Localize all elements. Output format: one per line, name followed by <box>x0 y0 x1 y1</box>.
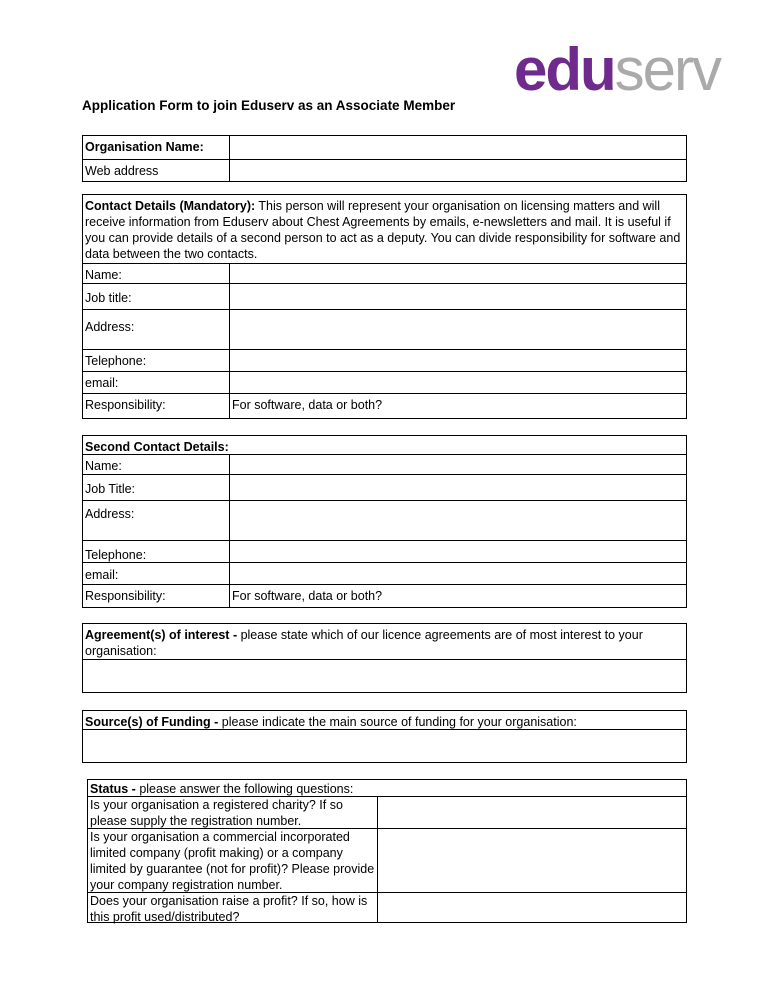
second-contact-table <box>82 435 687 608</box>
second-job-field[interactable] <box>229 475 686 500</box>
funding-heading-text: please indicate the main source of funding for your organisation: <box>218 715 577 729</box>
second-address-label: Address: <box>85 507 135 521</box>
contact-responsibility-label: Responsibility: <box>85 398 166 412</box>
second-telephone-row <box>83 540 686 562</box>
status-q1-row <box>88 796 686 828</box>
contact-address-field[interactable] <box>229 310 686 349</box>
status-q3-field[interactable] <box>377 893 686 922</box>
status-q3-label: Does your organisation raise a profit? If so, how is this profit used/distributed? <box>90 894 368 924</box>
contact-name-label: Name: <box>85 268 122 282</box>
org-name-row <box>83 136 686 159</box>
org-name-field[interactable] <box>229 136 686 159</box>
funding-table <box>82 710 687 763</box>
contact-email-row <box>83 371 686 393</box>
agreements-field[interactable] <box>83 659 686 692</box>
status-q1-field[interactable] <box>377 797 686 828</box>
second-job-label: Job Title: <box>85 482 136 496</box>
second-telephone-label: Telephone: <box>85 548 147 562</box>
status-heading-text: please answer the following questions: <box>135 782 354 796</box>
contact-address-row <box>83 309 686 349</box>
contact-telephone-row <box>83 349 686 371</box>
second-email-field[interactable] <box>229 563 686 584</box>
second-responsibility-row <box>83 584 686 607</box>
status-heading-label: Status - <box>90 782 136 796</box>
contact-email-label: email: <box>85 376 119 390</box>
agreements-heading-label: Agreement(s) of interest - <box>85 628 238 642</box>
second-name-field[interactable] <box>229 455 686 474</box>
contact-description <box>83 195 686 265</box>
second-address-field[interactable] <box>229 501 686 540</box>
contact-details-table <box>82 194 687 419</box>
status-q3-row <box>88 892 686 922</box>
web-address-row <box>83 159 686 181</box>
second-heading-text: Second Contact Details: <box>85 440 229 454</box>
second-name-row <box>83 454 686 474</box>
web-address-label: Web address <box>85 164 159 178</box>
contact-name-field[interactable] <box>229 264 686 283</box>
contact-responsibility-row <box>83 393 686 418</box>
second-job-row <box>83 474 686 500</box>
status-q2-label: Is your organisation a commercial incorporated limited company (profit making) or a company limited by guarantee (not for profit)? Please provide your company registration number. <box>90 830 375 892</box>
funding-heading-label: Source(s) of Funding - <box>85 715 219 729</box>
contact-telephone-field[interactable] <box>229 350 686 371</box>
second-telephone-field[interactable] <box>229 541 686 562</box>
contact-job-label: Job title: <box>85 291 132 305</box>
agreements-heading-text: please state which of our licence agreements are of most interest to your organisation: <box>85 628 643 658</box>
agreements-table <box>82 623 687 693</box>
contact-address-label: Address: <box>85 320 135 334</box>
second-address-row <box>83 500 686 540</box>
contact-telephone-label: Telephone: <box>85 354 147 368</box>
contact-responsibility-field[interactable]: For software, data or both? <box>229 394 686 418</box>
second-responsibility-field[interactable]: For software, data or both? <box>229 585 686 607</box>
second-responsibility-label: Responsibility: <box>85 589 166 603</box>
contact-job-row <box>83 283 686 309</box>
agreements-heading <box>83 624 686 662</box>
second-name-label: Name: <box>85 459 122 473</box>
web-address-field[interactable] <box>229 160 686 181</box>
contact-description-text: This person will represent your organisation on licensing matters and will receive information from Eduserv about Chest Agreements by emails, e-newsletters and mail. It is useful if you can provide details of a second person to act as a deputy. You can divide responsibility for software and data between the two contacts. <box>85 199 681 261</box>
eduserv-logo: eduserv <box>514 36 721 103</box>
status-q2-row <box>88 828 686 892</box>
organisation-table <box>82 135 687 182</box>
second-email-row <box>83 562 686 584</box>
contact-heading: Contact Details (Mandatory): <box>85 199 256 213</box>
status-q2-field[interactable] <box>377 829 686 892</box>
contact-name-row <box>83 263 686 283</box>
org-name-label: Organisation Name: <box>85 140 204 154</box>
status-table <box>87 779 687 923</box>
second-email-label: email: <box>85 568 119 582</box>
contact-job-field[interactable] <box>229 284 686 309</box>
funding-field[interactable] <box>83 729 686 762</box>
page-title: Application Form to join Eduserv as an Associate Member <box>82 98 456 113</box>
status-q1-label: Is your organisation a registered charity? If so please supply the registration number. <box>90 798 343 828</box>
contact-email-field[interactable] <box>229 372 686 393</box>
